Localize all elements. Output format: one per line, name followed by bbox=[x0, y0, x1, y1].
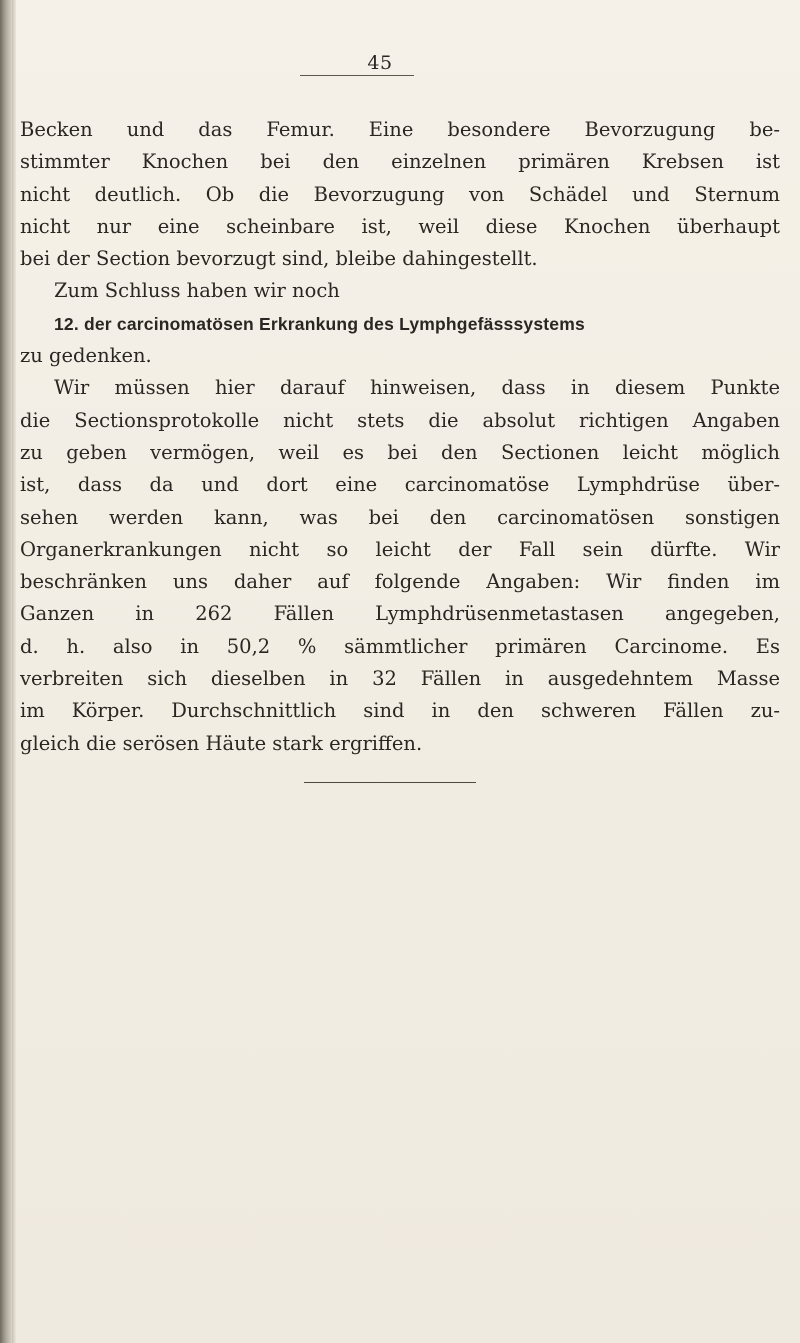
text-line: bei der Section bevorzugt sind, bleibe dahingestellt. bbox=[20, 247, 538, 271]
text-line: verbreiten sich dieselben in 32 Fällen in ausgedehntem Masse bbox=[20, 667, 780, 691]
body-text bbox=[20, 114, 780, 760]
section-end-rule bbox=[304, 782, 476, 783]
text-line: stimmter Knochen bei den einzelnen primären Krebsen ist bbox=[20, 150, 780, 174]
text-line: Ganzen in 262 Fällen Lymphdrüsenmetastasen angegeben, bbox=[20, 602, 780, 626]
text-line: ist, dass da und dort eine carcinomatöse Lymphdrüse über- bbox=[20, 473, 780, 497]
text-line: im Körper. Durchschnittlich sind in den schweren Fällen zu- bbox=[20, 699, 780, 723]
page-number-underline bbox=[300, 75, 414, 76]
text-line: beschränken uns daher auf folgende Angaben: Wir finden im bbox=[20, 570, 780, 594]
text-line: die Sectionsprotokolle nicht stets die absolut richtigen Angaben bbox=[20, 408, 780, 432]
page-edge bbox=[12, 0, 16, 1343]
text-line: d. h. also in 50,2 % sämmtlicher primären Carcinome. Es bbox=[20, 634, 780, 658]
text-line: zu geben vermögen, weil es bei den Sectionen leicht möglich bbox=[20, 440, 780, 464]
text-line: Becken und das Femur. Eine besondere Bevorzugung be- bbox=[20, 118, 780, 141]
text-line: Zum Schluss haben wir noch bbox=[54, 279, 340, 303]
book-binding-shadow bbox=[0, 0, 12, 1343]
text-line: Wir müssen hier darauf hinweisen, dass in diesem Punkte bbox=[54, 376, 780, 400]
text-line: gleich die serösen Häute stark ergriffen. bbox=[20, 731, 423, 755]
text-line: sehen werden kann, was bei den carcinomatösen sonstigen bbox=[20, 505, 780, 529]
text-line: zu gedenken. bbox=[20, 344, 152, 368]
text-line: Organerkrankungen nicht so leicht der Fall sein dürfte. Wir bbox=[20, 537, 780, 561]
text-line: nicht nur eine scheinbare ist, weil diese Knochen überhaupt bbox=[20, 214, 780, 238]
text-line: nicht deutlich. Ob die Bevorzugung von Schädel und Sternum bbox=[20, 182, 780, 206]
section-heading: 12. der carcinomatösen Erkrankung des Lymphgefässsystems bbox=[54, 313, 585, 334]
page-number: 45 bbox=[367, 52, 393, 74]
